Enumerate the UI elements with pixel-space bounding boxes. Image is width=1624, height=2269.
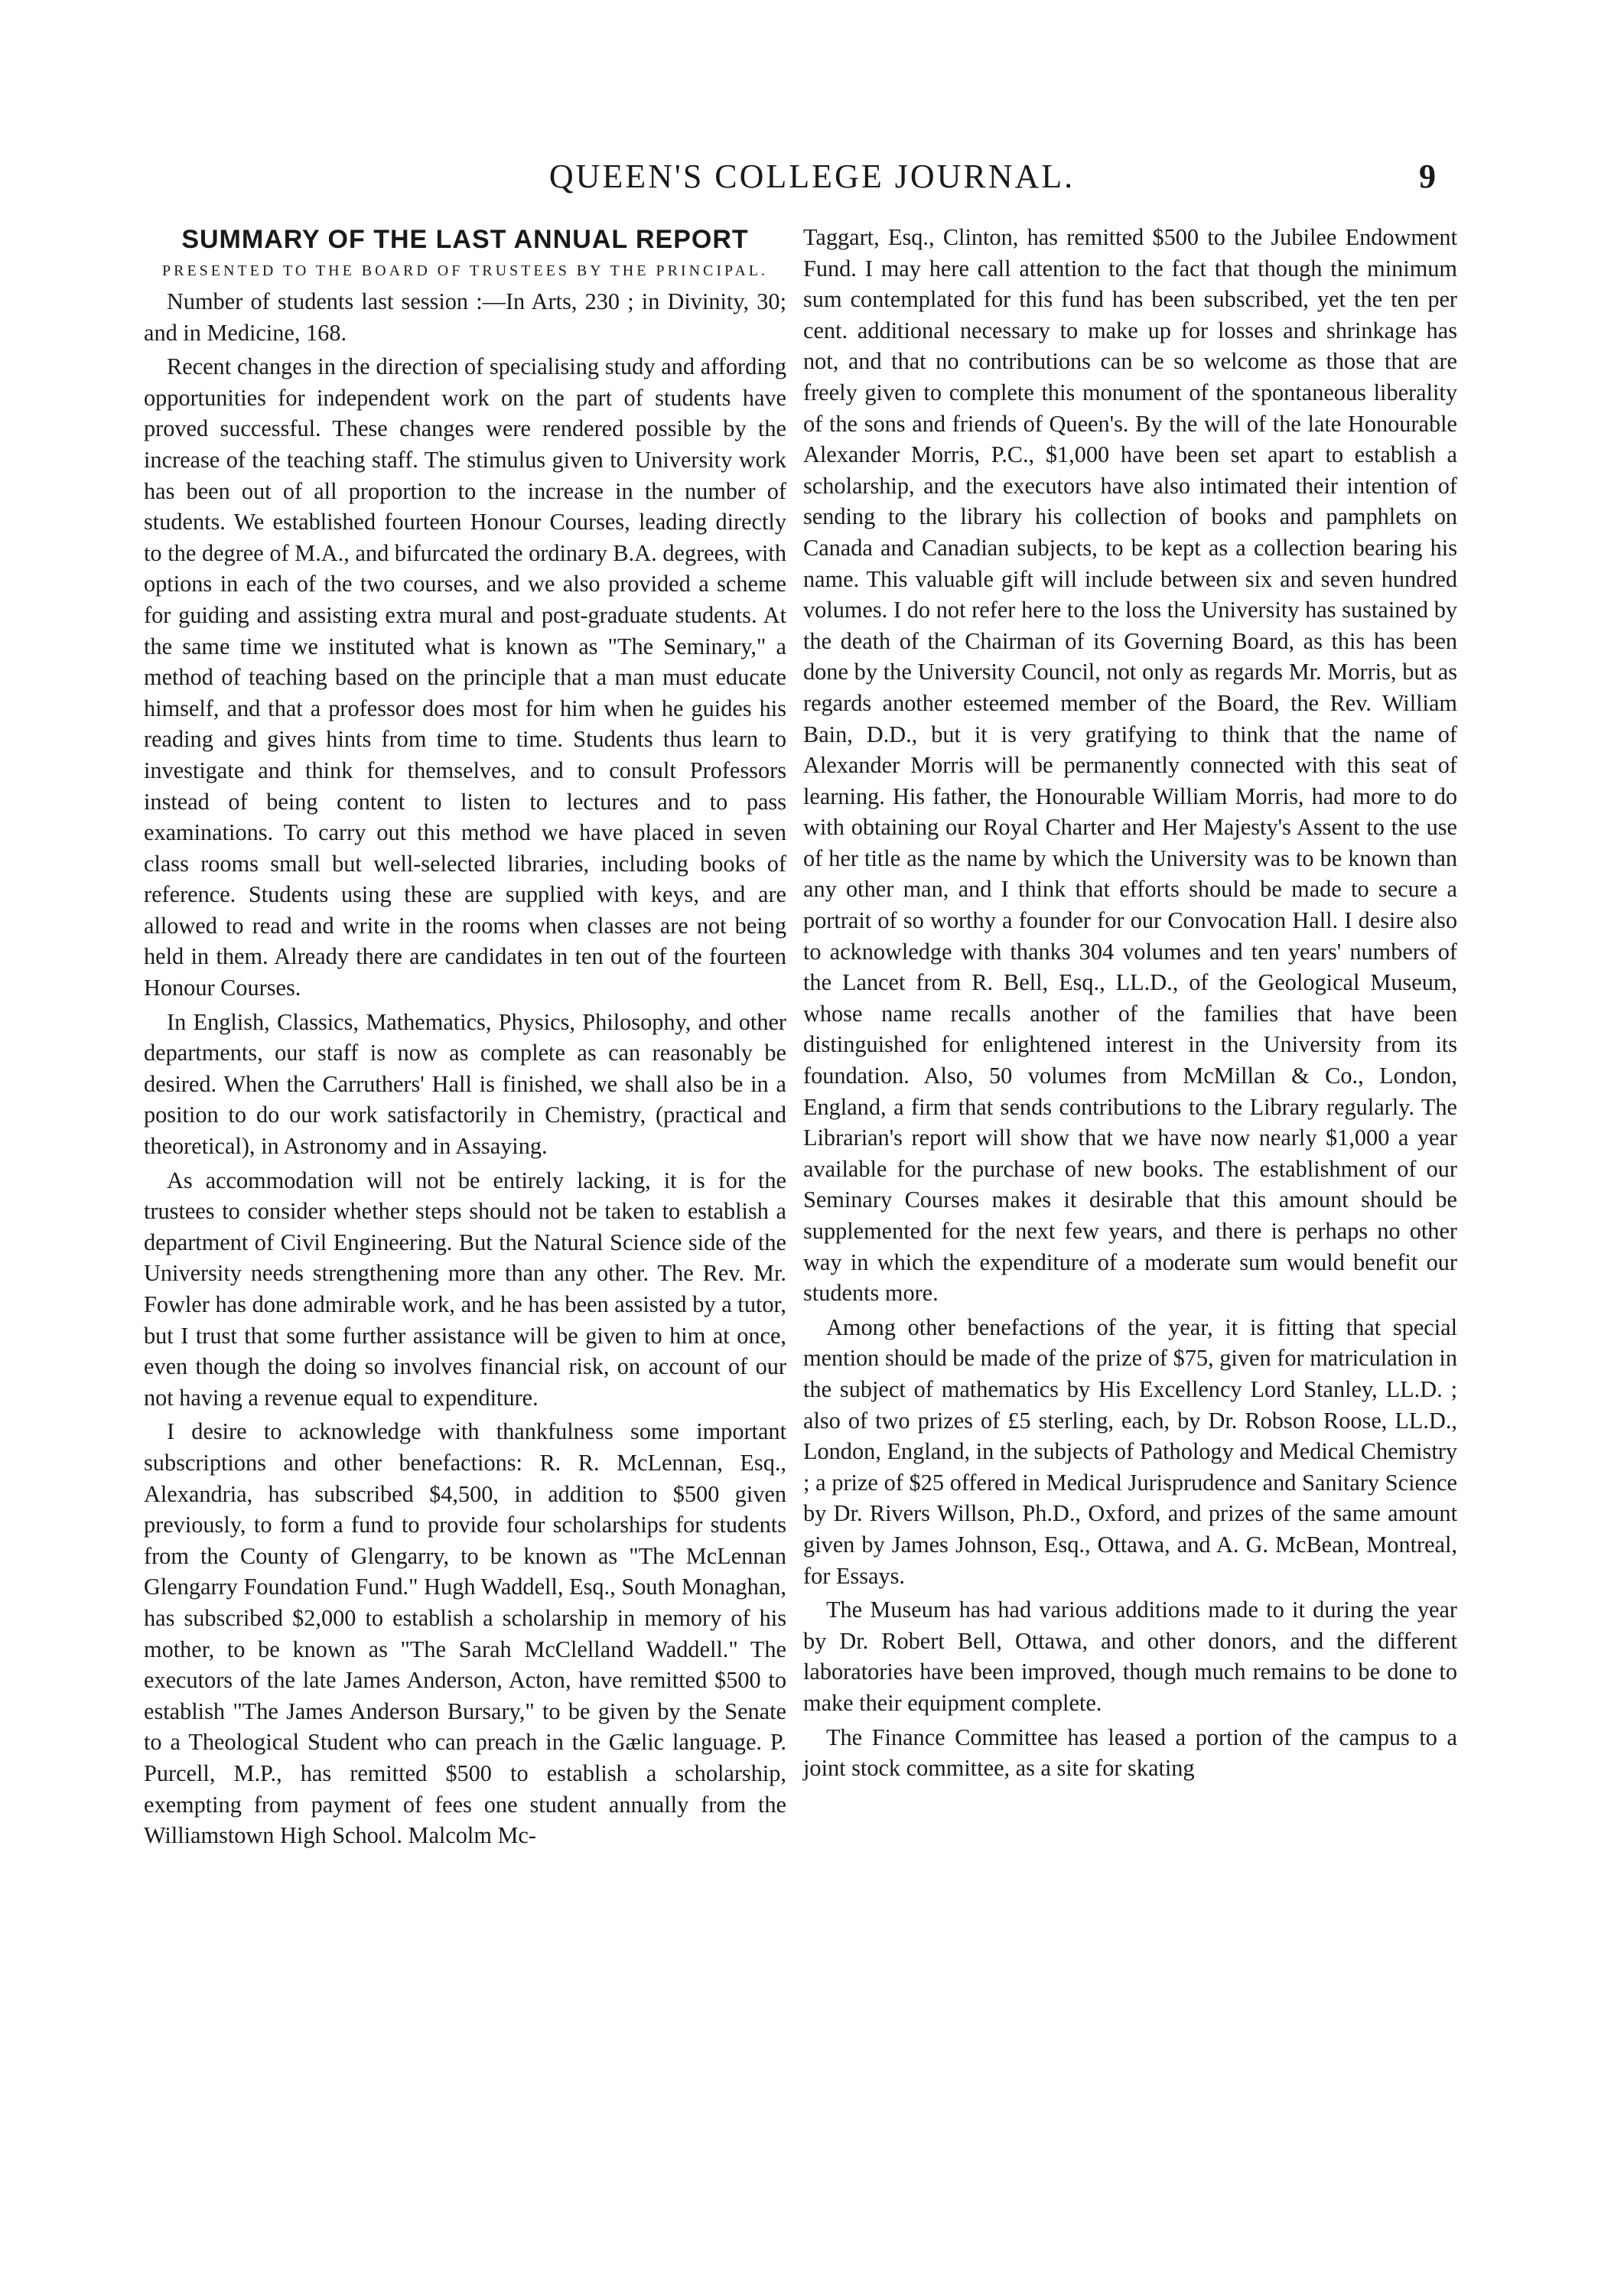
paragraph: Recent changes in the direction of specialising study and affording opportunities for independent work on the part of students have proved successful. These changes were rendered possible by the increase of the teaching staff. The stimulus given to University work has been out of all proportion to the increase in the number of students. We established fourteen Honour Courses, leading directly to the degree of M.A., and bifurcated the ordinary B.A. degrees, with options in each of the two courses, and we also provided a scheme for guiding and assisting extra mural and post-graduate students. At the same time we instituted what is known as "The Seminary," a method of teaching based on the principle that a man must educate himself, and that a professor does most for him when he guides his reading and gives hints from time to time. Students thus learn to investigate and think for themselves, and to consult Professors instead of being content to listen to lectures and to pass examinations. To carry out this method we have placed in seven class rooms small but well-selected libraries, including books of reference. Students using these are supplied with keys, and are allowed to read and write in the rooms when classes are not being held in them. Already there are candidates in ten out of the fourteen Honour Courses. [144,353,786,1001]
paragraph: The Museum has had various additions made to it during the year by Dr. Robert Bell, Ottawa, and other donors, and the different laboratories have been improved, though much remains to be done to make their equipment complete. [803,1597,1457,1716]
article-title: SUMMARY OF THE LAST ANNUAL REPORT [181,225,749,254]
paragraph: In English, Classics, Mathematics, Physics, Philosophy, and other departments, our staff is now as complete as can reasonably be desired. When the Carruthers' Hall is finished, we shall also be in a position to do our work satisfactorily in Chemistry, (practical and theoretical), in Astronomy and in Assaying. [144,1008,786,1160]
paragraph: As accommodation will not be entirely lacking, it is for the trustees to consider whether steps should not be taken to establish a department of Civil Engineering. But the Natural Science side of the University needs strengthening more than any other. The Rev. Mr. Fowler has done admirable work, and he has been assisted by a tutor, but I trust that some further assistance will be given to him at once, even though the doing so involves financial risk, on account of our not having a revenue equal to expenditure. [144,1167,786,1411]
article-subtitle: PRESENTED TO THE BOARD OF TRUSTEES BY THE PRINCIPAL. [162,262,768,279]
paragraph: The Finance Committee has leased a portion of the campus to a joint stock committee, as a site for skating [803,1724,1457,1782]
paragraph: I desire to acknowledge with thankfulness some important subscriptions and other benefactions: R. R. McLennan, Esq., Alexandria, has subscribed $4,500, in addition to $500 given previously, to form a fund to provide four scholarships for students from the County of Glengarry, to be known as "The McLennan Glengarry Foundation Fund." Hugh Waddell, Esq., South Monaghan, has subscribed $2,000 to establish a scholarship in memory of his mother, to be known as "The Sarah McClelland Waddell." The executors of the late James Anderson, Acton, have remitted $500 to establish "The James Anderson Bursary," to be given by the Senate to a Theological Student who can preach in the Gælic language. P. Purcell, M.P., has remitted $500 to establish a scholarship, exempting from payment of fees one student annually from the Williamstown High School. Malcolm Mc- [144,1418,786,1849]
page-number: 9 [1419,158,1436,195]
left-column [144,222,786,1854]
paragraph: Taggart, Esq., Clinton, has remitted $500 to the Jubilee Endowment Fund. I may here call attention to the fact that though the minimum sum contemplated for this fund has been subscribed, yet the ten per cent. additional necessary to make up for losses and shrinkage has not, and that no contributions can be so welcome as those that are freely given to complete this monument of the spontaneous liberality of the sons and friends of Queen's. By the will of the late Honourable Alexander Morris, P.C., $1,000 have been set apart to establish a scholarship, and the executors have also intimated their intention of sending to the library his collection of books and pamphlets on Canada and Canadian subjects, to be kept as a collection bearing his name. This valuable gift will include between six and seven hundred volumes. I do not refer here to the loss the University has sustained by the death of the Chairman of its Governing Board, as this has been done by the University Council, not only as regards Mr. Morris, but as regards another esteemed member of the Board, the Rev. William Bain, D.D., but it is very gratifying to think that the name of Alexander Morris will be permanently connected with this seat of learning. His father, the Honourable William Morris, had more to do with obtaining our Royal Charter and Her Majesty's Assent to the use of her title as the name by which the University was to be known than any other man, and I think that efforts should be made to secure a portrait of so worthy a founder for our Convocation Hall. I desire also to acknowledge with thanks 304 volumes and ten years' numbers of the Lancet from R. Bell, Esq., LL.D., of the Geological Museum, whose name recalls another of the families that have been distinguished for enlightened interest in the University from its foundation. Also, 50 volumes from McMillan & Co., London, England, a firm that sends contributions to the Library regularly. The Librarian's report will show that we have now nearly $1,000 a year available for the purchase of new books. The establishment of our Seminary Courses makes it desirable that this amount should be supplemented for the next few years, and there is perhaps no other way in which the expenditure of a moderate sum would benefit our students more. [803,224,1457,1307]
paragraph: Among other benefactions of the year, it is fitting that special mention should be made of the prize of $75, given for matriculation in the subject of mathematics by His Excellency Lord Stanley, LL.D. ; also of two prizes of £5 sterling, each, by Dr. Robson Roose, LL.D., London, England, in the subjects of Pathology and Medical Chemistry ; a prize of $25 offered in Medical Jurisprudence and Sanitary Science by Dr. Rivers Willson, Ph.D., Oxford, and prizes of the same amount given by James Johnson, Esq., Ottawa, and A. G. McBean, Montreal, for Essays. [803,1314,1457,1589]
paragraph: Number of students last session :—In Arts, 230 ; in Divinity, 30; and in Medicine, 168. [144,288,786,346]
running-title: QUEEN'S COLLEGE JOURNAL. [548,158,1076,195]
right-column [803,222,1457,1787]
